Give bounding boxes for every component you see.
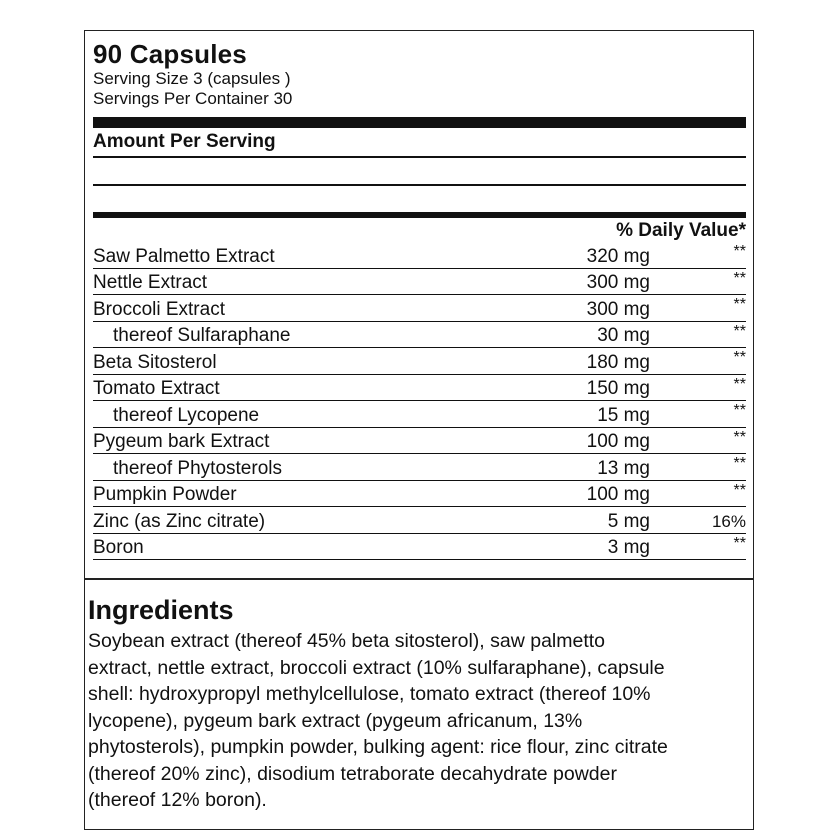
daily-value: ** bbox=[733, 269, 746, 287]
ingredient-name: Beta Sitosterol bbox=[93, 351, 217, 373]
ingredient-name: thereof Lycopene bbox=[113, 404, 260, 426]
ingredient-amount: 300 mg bbox=[586, 272, 650, 293]
daily-value: ** bbox=[733, 322, 746, 340]
ingredient-amount: 300 mg bbox=[586, 298, 650, 320]
supplement-facts-label bbox=[84, 30, 754, 830]
daily-value: ** bbox=[733, 455, 746, 472]
daily-value: ** bbox=[733, 534, 746, 552]
table-row bbox=[93, 428, 746, 455]
daily-value: ** bbox=[733, 402, 746, 419]
serving-size: Serving Size 3 (capsules ) bbox=[93, 69, 291, 88]
ingredient-amount: 13 mg bbox=[597, 457, 650, 479]
thick-divider bbox=[93, 117, 746, 128]
daily-value: ** bbox=[733, 428, 746, 446]
ingredient-amount: 5 mg bbox=[607, 510, 650, 532]
daily-value: 16% bbox=[711, 511, 746, 531]
ingredients-section bbox=[88, 594, 753, 814]
table-row bbox=[93, 481, 746, 508]
ingredient-name: Nettle Extract bbox=[93, 272, 208, 293]
ingredient-amount: 15 mg bbox=[597, 404, 650, 426]
servings-per-container: Servings Per Container 30 bbox=[93, 89, 293, 108]
blank-row bbox=[93, 186, 746, 212]
ingredient-name: thereof Sulfaraphane bbox=[113, 325, 291, 346]
ingredients-divider bbox=[85, 578, 753, 580]
daily-value: ** bbox=[733, 375, 746, 393]
daily-value-header bbox=[93, 218, 746, 242]
nutrient-table bbox=[93, 242, 746, 560]
ingredient-amount: 100 mg bbox=[586, 484, 650, 505]
supplement-facts-panel bbox=[93, 39, 746, 560]
daily-value: ** bbox=[733, 243, 746, 260]
ingredient-name: Broccoli Extract bbox=[93, 298, 225, 320]
ingredient-amount: 320 mg bbox=[586, 245, 650, 267]
ingredient-name: Zinc (as Zinc citrate) bbox=[93, 510, 266, 532]
table-row bbox=[93, 534, 746, 561]
ingredient-name: thereof Phytosterols bbox=[113, 457, 282, 479]
ingredient-amount: 180 mg bbox=[586, 351, 650, 373]
ingredient-amount: 30 mg bbox=[597, 325, 650, 346]
ingredient-amount: 150 mg bbox=[586, 378, 650, 399]
ingredient-name: Tomato Extract bbox=[93, 378, 220, 399]
table-row bbox=[93, 295, 746, 322]
ingredient-name: Saw Palmetto Extract bbox=[93, 245, 275, 267]
table-row bbox=[93, 322, 746, 349]
table-row bbox=[93, 242, 746, 269]
ingredient-amount: 100 mg bbox=[586, 431, 650, 452]
daily-value: ** bbox=[733, 349, 746, 366]
ingredient-name: Pumpkin Powder bbox=[93, 484, 237, 505]
daily-value: ** bbox=[733, 481, 746, 499]
daily-value: ** bbox=[733, 296, 746, 313]
table-row bbox=[93, 348, 746, 375]
ingredient-amount: 3 mg bbox=[607, 537, 650, 558]
product-title: 90 Capsules bbox=[93, 39, 247, 69]
table-row bbox=[93, 454, 746, 481]
amount-per-serving-heading: Amount Per Serving bbox=[93, 131, 276, 152]
blank-row bbox=[93, 158, 746, 184]
daily-value-header-label: % Daily Value* bbox=[616, 220, 746, 241]
ingredient-name: Pygeum bark Extract bbox=[93, 431, 270, 452]
ingredients-title: Ingredients bbox=[88, 595, 234, 625]
table-row bbox=[93, 507, 746, 534]
table-row bbox=[93, 375, 746, 402]
table-row bbox=[93, 269, 746, 296]
ingredient-name: Boron bbox=[93, 537, 144, 558]
ingredients-text: Soybean extract (thereof 45% beta sitosterol), saw palmetto extract, nettle extract, broccoli extract (10% sulfaraphane), capsule shell: hydroxypropyl methylcellulose, tomato extract (thereof 10% lycopene), pygeum bark extract (pygeum africanum, 13% phytosterols), pumpkin powder, bulking agent: rice flour, zinc citrate (thereof 20% zinc), disodium tetraborate decahydrate powder (thereof 12% boron). bbox=[88, 630, 668, 811]
table-row bbox=[93, 401, 746, 428]
